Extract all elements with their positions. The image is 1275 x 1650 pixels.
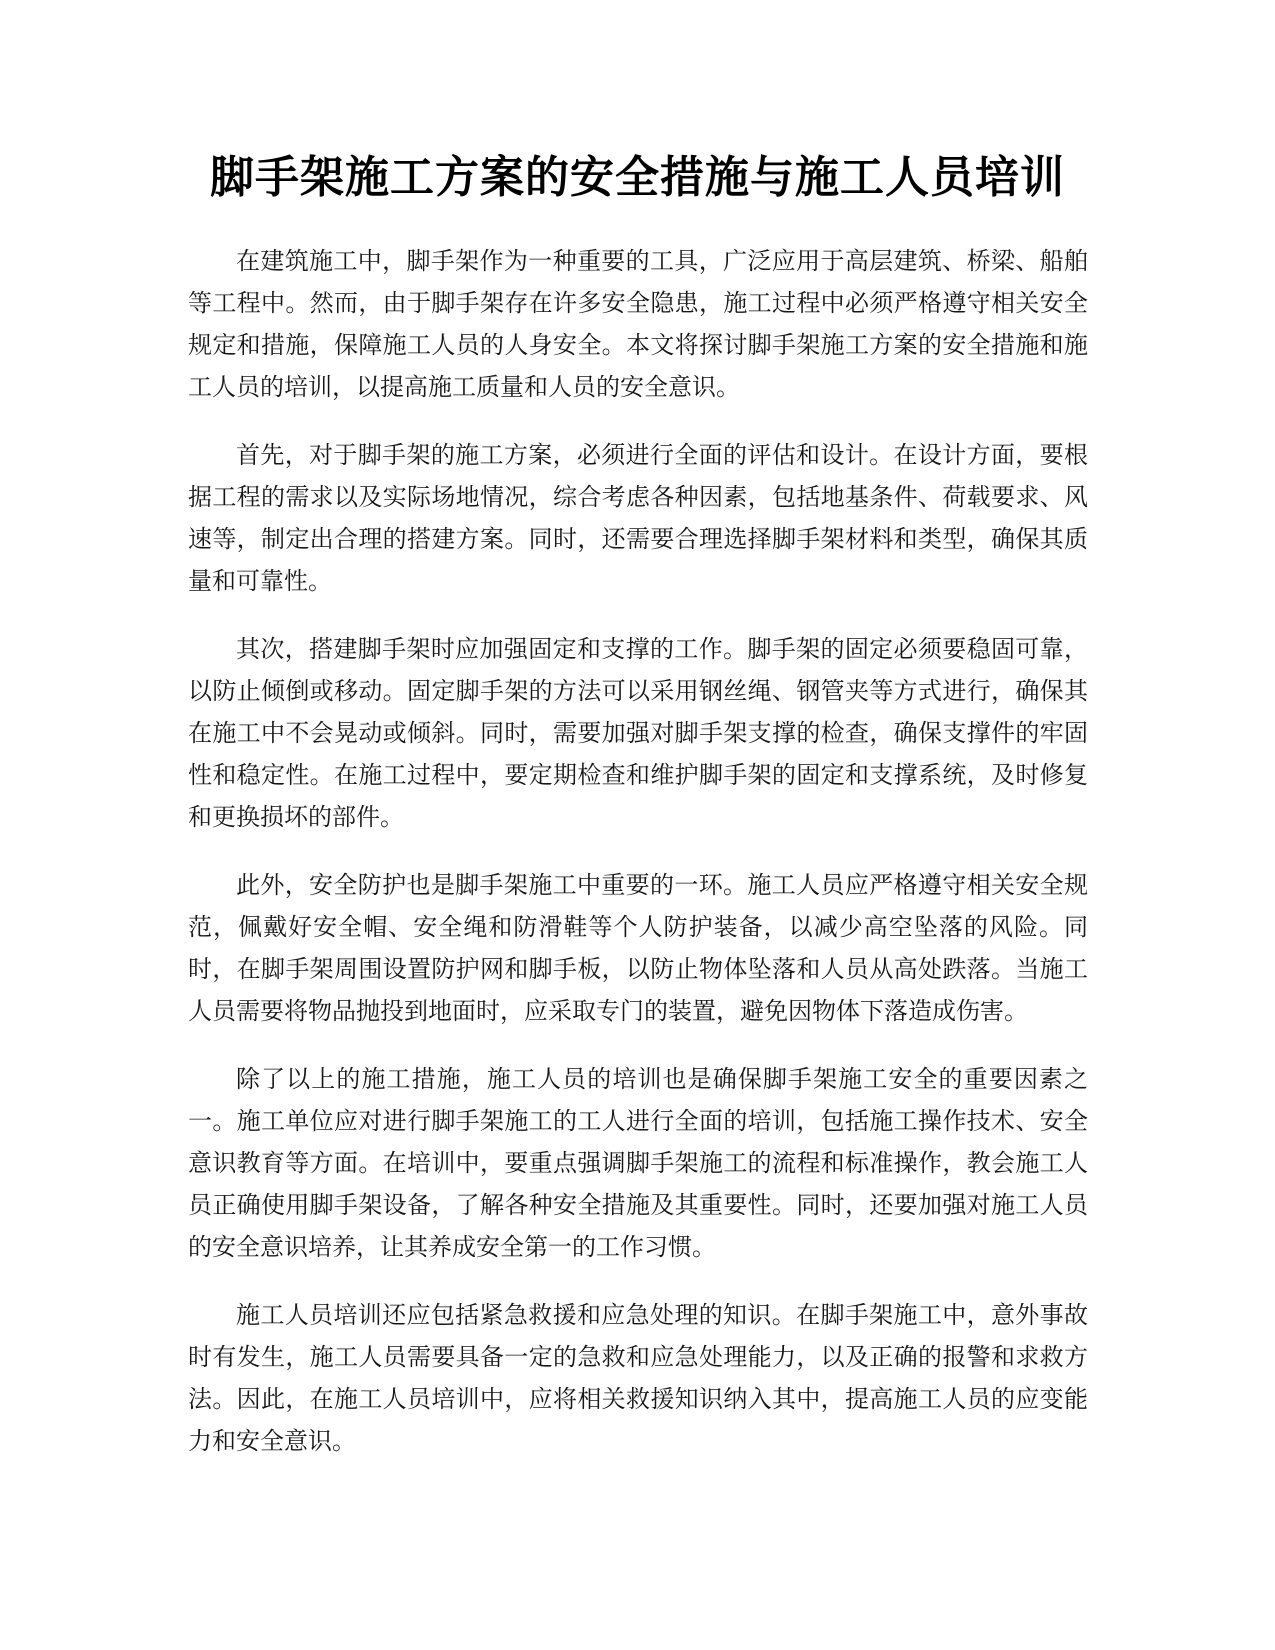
paragraph-design: 首先，对于脚手架的施工方案，必须进行全面的评估和设计。在设计方面，要根据工程的需求以及实际场地情况，综合考虑各种因素，包括地基条件、荷载要求、风速等，制定出合理的搭建方案。同时，还需要合理选择脚手架材料和类型，确保其质量和可靠性。 (188, 441, 1088, 595)
paragraph-intro: 在建筑施工中，脚手架作为一种重要的工具，广泛应用于高层建筑、桥梁、船舶等工程中。然而，由于脚手架存在许多安全隐患，施工过程中必须严格遵守相关安全规定和措施，保障施工人员的人身安全。本文将探讨脚手架施工方案的安全措施和施工人员的培训，以提高施工质量和人员的安全意识。 (188, 247, 1088, 401)
paragraph-emergency: 施工人员培训还应包括紧急救援和应急处理的知识。在脚手架施工中，意外事故时有发生，施工人员需要具备一定的急救和应急处理能力，以及正确的报警和求救方法。因此，在施工人员培训中，应将相关救援知识纳入其中，提高施工人员的应变能力和安全意识。 (188, 1301, 1088, 1455)
paragraph-training: 除了以上的施工措施，施工人员的培训也是确保脚手架施工安全的重要因素之一。施工单位应对进行脚手架施工的工人进行全面的培训，包括施工操作技术、安全意识教育等方面。在培训中，要重点强调脚手架施工的流程和标准操作，教会施工人员正确使用脚手架设备，了解各种安全措施及其重要性。同时，还要加强对施工人员的安全意识培养，让其养成安全第一的工作习惯。 (188, 1065, 1088, 1261)
document-title: 脚手架施工方案的安全措施与施工人员培训 (210, 152, 1065, 203)
paragraph-safety-protection: 此外，安全防护也是脚手架施工中重要的一环。施工人员应严格遵守相关安全规范，佩戴好安全帽、安全绳和防滑鞋等个人防护装备，以减少高空坠落的风险。同时，在脚手架周围设置防护网和脚手板，以防止物体坠落和人员从高处跌落。当施工人员需要将物品抛投到地面时，应采取专门的装置，避免因物体下落造成伤害。 (188, 871, 1088, 1025)
document-body (188, 240, 1088, 1488)
paragraph-fixing-support: 其次，搭建脚手架时应加强固定和支撑的工作。脚手架的固定必须要稳固可靠，以防止倾倒或移动。固定脚手架的方法可以采用钢丝绳、钢管夹等方式进行，确保其在施工中不会晃动或倾斜。同时，需要加强对脚手架支撑的检查，确保支撑件的牢固性和稳定性。在施工过程中，要定期检查和维护脚手架的固定和支撑系统，及时修复和更换损坏的部件。 (188, 635, 1088, 831)
